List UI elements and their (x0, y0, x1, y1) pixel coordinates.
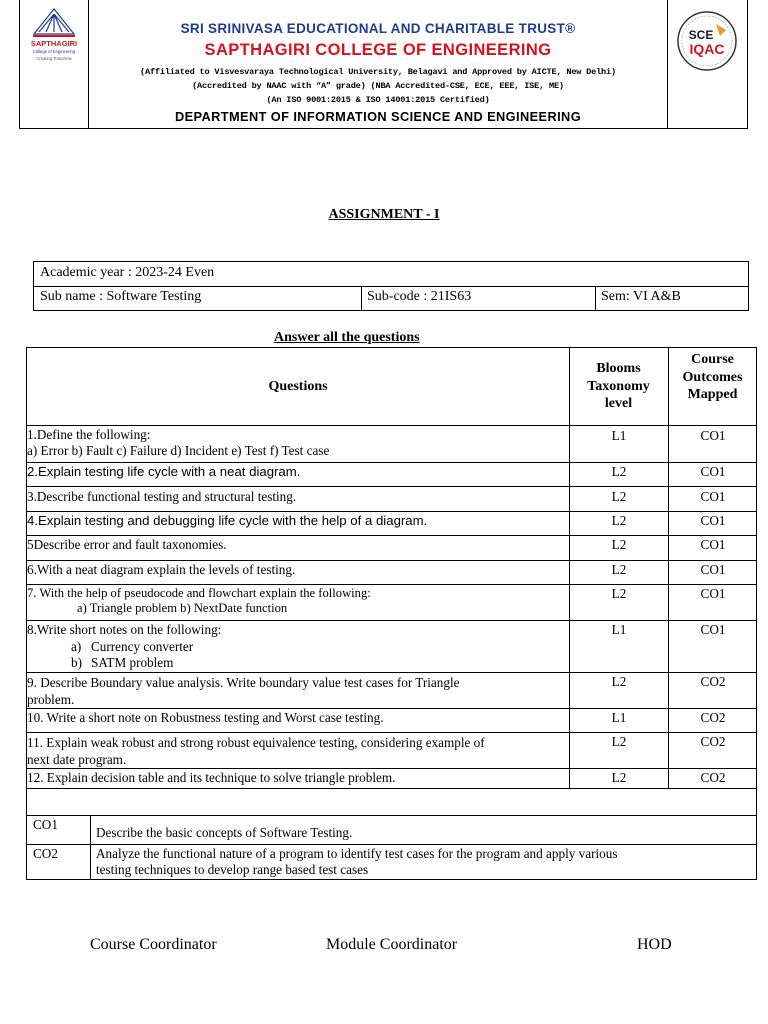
row-divider (27, 535, 756, 536)
question-line: problem. (27, 692, 75, 707)
question-line: next date program. (27, 752, 127, 767)
questions-table (26, 347, 757, 880)
course-outcome: CO1 (700, 562, 726, 577)
subject-name: Sub name : Software Testing (40, 289, 202, 304)
questions-header: Questions (268, 379, 328, 394)
college-logo-cell (20, 0, 89, 128)
row-divider (27, 584, 756, 585)
svg-text:College of Engineering: College of Engineering (32, 49, 76, 54)
row-divider (27, 672, 756, 673)
question-1 (27, 427, 329, 459)
course-outcome: CO2 (700, 710, 726, 725)
question-9 (27, 674, 459, 708)
subitem-text: Currency converter (91, 638, 194, 654)
question-7 (27, 586, 371, 616)
svg-text:SCE: SCE (688, 28, 714, 42)
outcome-line: Analyze the functional nature of a program to identify test cases for the program and apply various (96, 846, 618, 861)
outcome-line: testing techniques to develop range based test cases (96, 862, 369, 877)
question-2: 2.Explain testing life cycle with a neat diagram. (27, 464, 301, 479)
outcome-code: CO1 (33, 817, 58, 832)
trust-name: SRI SRINIVASA EDUCATIONAL AND CHARITABLE TRUST® (180, 21, 576, 36)
assignment-title: ASSIGNMENT - I (328, 207, 440, 222)
svg-text:Creating Tomorrow: Creating Tomorrow (36, 56, 72, 61)
hod-signature: HOD (637, 936, 672, 953)
question-line: 1.Define the following: (27, 427, 151, 442)
row-divider (27, 620, 756, 621)
course-outcome: CO2 (700, 734, 726, 749)
blooms-level: L2 (611, 770, 627, 785)
letterhead-text (89, 0, 667, 128)
iqac-logo-cell (667, 0, 747, 128)
info-row-subject (34, 286, 748, 310)
row-divider (27, 486, 756, 487)
blooms-level: L2 (611, 734, 627, 749)
svg-text:IQAC: IQAC (689, 41, 725, 57)
row-divider (27, 708, 756, 709)
question-line: 11. Explain weak robust and strong robust equivalence testing, considering example of (27, 735, 485, 750)
blooms-level: L1 (611, 428, 627, 443)
blooms-level: L2 (611, 674, 627, 689)
blooms-header-line: Blooms (596, 361, 641, 376)
info-row-year (34, 262, 748, 287)
college-logo-icon (29, 6, 79, 64)
question-line: 8.Write short notes on the following: (27, 622, 222, 637)
question-11 (27, 734, 485, 768)
course-outcome: CO1 (700, 428, 726, 443)
col-divider (90, 815, 91, 879)
question-line: a) Error b) Fault c) Failure d) Incident e) Test f) Test case (27, 443, 330, 458)
instruction: Answer all the questions (274, 330, 420, 345)
outcomes-header-line: Outcomes (682, 369, 743, 385)
blooms-level: L2 (611, 513, 627, 528)
question-subitem (27, 639, 221, 656)
letterhead (19, 0, 748, 129)
course-outcome: CO1 (700, 537, 726, 552)
row-divider (27, 462, 756, 463)
blooms-level: L1 (611, 710, 627, 725)
row-divider (27, 788, 756, 789)
question-6: 6.With a neat diagram explain the levels of testing. (27, 562, 296, 577)
question-5: 5Describe error and fault taxonomies. (27, 537, 227, 552)
outcome-description: Describe the basic concepts of Software Testing. (96, 825, 353, 840)
blooms-header-line: Taxonomy (587, 378, 650, 394)
blooms-header (569, 360, 668, 413)
course-outcome: CO2 (700, 674, 726, 689)
module-coordinator-signature: Module Coordinator (326, 936, 458, 953)
department-name: DEPARTMENT OF INFORMATION SCIENCE AND ENGINEERING (174, 109, 582, 124)
outcomes-header-line: Mapped (687, 387, 738, 402)
question-line: 9. Describe Boundary value analysis. Write boundary value test cases for Triangle (27, 675, 460, 690)
question-4: 4.Explain testing and debugging life cycle with the help of a diagram. (27, 513, 428, 528)
question-10: 10. Write a short note on Robustness testing and Worst case testing. (27, 710, 384, 725)
affiliation-line-3: (An ISO 9001:2015 & ISO 14001:2015 Certified) (266, 95, 490, 105)
question-subitem (27, 655, 221, 672)
outcomes-header (668, 351, 757, 404)
row-divider (27, 425, 756, 426)
affiliation-line-2: (Accredited by NAAC with “A” grade) (NBA Accredited-CSE, ECE, EEE, ISE, ME) (192, 81, 564, 91)
blooms-header-line: level (604, 396, 633, 411)
question-line: 7. With the help of pseudocode and flowchart explain the following: (27, 586, 371, 600)
question-12: 12. Explain decision table and its technique to solve triangle problem. (27, 770, 396, 785)
course-outcome: CO1 (700, 489, 726, 504)
subitem-marker: b) (71, 655, 82, 670)
academic-year: Academic year : 2023-24 Even (40, 265, 215, 280)
course-outcome: CO1 (700, 513, 726, 528)
row-divider (27, 844, 756, 845)
subitem-text: SATM problem (91, 655, 174, 670)
blooms-level: L2 (611, 537, 627, 552)
outcome-description (96, 846, 617, 878)
course-coordinator-signature: Course Coordinator (90, 936, 217, 953)
row-divider (27, 511, 756, 512)
blooms-level: L2 (611, 586, 627, 601)
affiliation-line-1: (Affiliated to Visvesvaraya Technological University, Belagavi and Approved by AICTE, New Delhi) (140, 67, 616, 77)
course-outcome: CO2 (700, 770, 726, 785)
course-outcome: CO1 (700, 622, 726, 637)
row-divider (27, 732, 756, 733)
outcomes-header-line: Course (691, 352, 734, 367)
course-outcome: CO1 (700, 586, 726, 601)
blooms-level: L1 (611, 622, 627, 637)
blooms-level: L2 (611, 464, 627, 479)
svg-text:SAPTHAGIRI: SAPTHAGIRI (30, 39, 78, 48)
subitem-marker: a) (71, 638, 82, 654)
course-info-table (33, 261, 749, 311)
outcome-code: CO2 (33, 846, 58, 861)
college-name: SAPTHAGIRI COLLEGE OF ENGINEERING (204, 41, 552, 59)
row-divider (27, 560, 756, 561)
subject-code: Sub-code : 21IS63 (367, 289, 472, 304)
course-outcome: CO1 (700, 464, 726, 479)
blooms-level: L2 (611, 562, 627, 577)
blooms-level: L2 (611, 489, 627, 504)
question-8 (27, 622, 221, 672)
row-divider (27, 815, 756, 816)
semester: Sem: VI A&B (601, 289, 681, 304)
iqac-logo-icon (676, 6, 738, 76)
question-3: 3.Describe functional testing and structural testing. (27, 489, 297, 504)
question-line: a) Triangle problem b) NextDate function (77, 601, 288, 615)
row-divider (27, 768, 756, 769)
